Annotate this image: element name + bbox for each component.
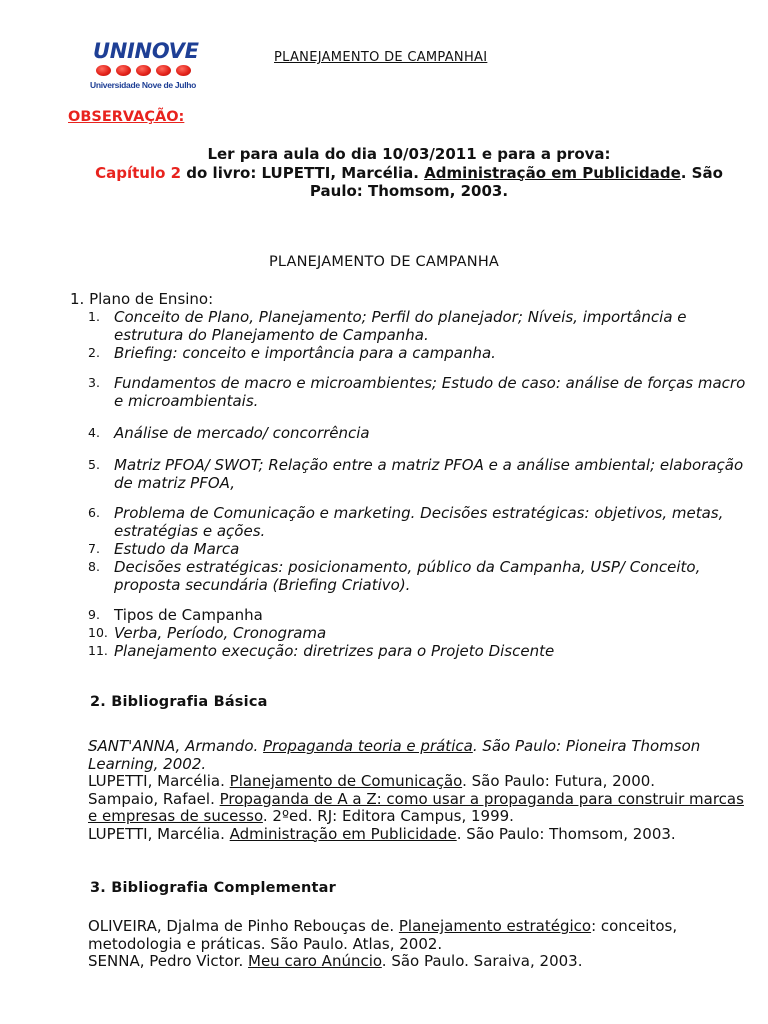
notice-text: . São xyxy=(680,163,723,182)
uninove-logo xyxy=(90,40,200,96)
logo-dot xyxy=(96,65,111,76)
bib-details: : conceitos, metodologia e práticas. São Paulo. Atlas, 2002. xyxy=(88,917,678,953)
list-number: 8. xyxy=(88,559,100,574)
bib-title: Propaganda de A a Z: como usar a propaganda para construir marcas e empresas de sucesso xyxy=(88,789,744,825)
bib-details: . São Paulo. Saraiva, 2003. xyxy=(381,952,583,970)
logo-dot xyxy=(136,65,151,76)
bib-entry xyxy=(88,773,748,791)
logo-dot xyxy=(176,65,191,76)
bib-title: Administração em Publicidade xyxy=(229,824,457,843)
book-title: Administração em Publicidade xyxy=(424,163,681,182)
list-text: Briefing: conceito e importância para a campanha. xyxy=(114,344,496,362)
bib-details: . 2ºed. RJ: Editora Campus, 1999. xyxy=(262,807,514,825)
list-text: Conceito de Plano, Planejamento; Perfil do planejador; Níveis, importância e estrutura do Planejamento de Campanha. xyxy=(114,308,687,344)
notice-line-3: Paulo: Thomsom, 2003. xyxy=(309,182,509,200)
logo-dot xyxy=(156,65,171,76)
list-number: 1. xyxy=(88,309,100,324)
list-number: 3. xyxy=(88,375,100,390)
bib-title: Meu caro Anúncio xyxy=(248,952,382,970)
bib-author: OLIVEIRA, Djalma de Pinho Rebouças de. xyxy=(88,917,399,935)
observation-label: OBSERVAÇÃO: xyxy=(68,109,185,125)
list-number: 10. xyxy=(88,625,108,640)
complementary-bibliography-heading: 3. Bibliografia Complementar xyxy=(90,880,337,896)
bib-author: LUPETTI, Marcélia. xyxy=(88,772,230,790)
bib-entry xyxy=(88,826,748,844)
section-title: PLANEJAMENTO DE CAMPANHA xyxy=(268,254,500,270)
chapter-ref: Capítulo 2 xyxy=(95,163,182,182)
list-text: Análise de mercado/ concorrência xyxy=(114,424,370,442)
basic-bibliography xyxy=(88,738,748,843)
bib-details: . São Paulo: Pioneira Thomson Learning, 2002. xyxy=(88,737,701,773)
bib-entry xyxy=(88,918,748,953)
bib-entry xyxy=(88,953,748,971)
bib-author: SENNA, Pedro Victor. xyxy=(88,952,249,970)
list-number: 2. xyxy=(88,345,100,360)
bib-entry xyxy=(88,791,748,826)
list-text: Decisões estratégicas: posicionamento, público da Campanha, USP/ Conceito, proposta secundária (Briefing Criativo). xyxy=(114,558,701,594)
plan-heading: 1. Plano de Ensino: xyxy=(70,290,214,308)
bib-entry xyxy=(88,738,748,773)
bib-author: LUPETTI, Marcélia. xyxy=(88,824,230,843)
logo-dots xyxy=(96,65,196,79)
bib-details: . São Paulo: Thomsom, 2003. xyxy=(456,824,676,843)
list-number: 11. xyxy=(88,643,108,658)
list-number: 7. xyxy=(88,541,100,556)
list-text: Verba, Período, Cronograma xyxy=(114,624,327,642)
list-number: 4. xyxy=(88,425,100,440)
list-text: Tipos de Campanha xyxy=(114,606,263,624)
document-title: PLANEJAMENTO DE CAMPANHAI xyxy=(274,50,488,65)
bib-author: Sampaio, Rafael. xyxy=(88,789,220,808)
list-text: Planejamento execução: diretrizes para o Projeto Discente xyxy=(114,642,555,660)
logo-wordmark: UNINOVE xyxy=(93,39,199,63)
list-number: 5. xyxy=(88,457,100,472)
notice-line-2 xyxy=(60,164,758,183)
list-text: Problema de Comunicação e marketing. Decisões estratégicas: objetivos, metas, estratégias e ações. xyxy=(114,504,724,540)
list-text: Matriz PFOA/ SWOT; Relação entre a matriz PFOA e a análise ambiental; elaboração de matriz PFOA, xyxy=(114,456,744,492)
notice-text: do livro: LUPETTI, Marcélia. xyxy=(181,163,425,182)
complementary-bibliography xyxy=(88,918,748,971)
list-text: Estudo da Marca xyxy=(114,540,240,558)
bib-title: Propaganda teoria e prática xyxy=(263,737,473,755)
bib-author: SANT'ANNA, Armando. xyxy=(88,737,264,755)
basic-bibliography-heading: 2. Bibliografia Básica xyxy=(90,694,268,710)
bib-title: Planejamento estratégico xyxy=(398,917,592,935)
notice-line-1: Ler para aula do dia 10/03/2011 e para a prova: xyxy=(207,145,611,163)
logo-subtitle: Universidade Nove de Julho xyxy=(90,80,197,90)
list-text: Fundamentos de macro e microambientes; Estudo de caso: análise de forças macro e microambientais. xyxy=(114,374,746,410)
bib-details: . São Paulo: Futura, 2000. xyxy=(462,772,656,790)
logo-dot xyxy=(116,65,131,76)
reading-notice xyxy=(60,145,758,201)
list-number: 9. xyxy=(88,607,100,622)
list-number: 6. xyxy=(88,505,100,520)
bib-title: Planejamento de Comunicação xyxy=(229,772,463,790)
